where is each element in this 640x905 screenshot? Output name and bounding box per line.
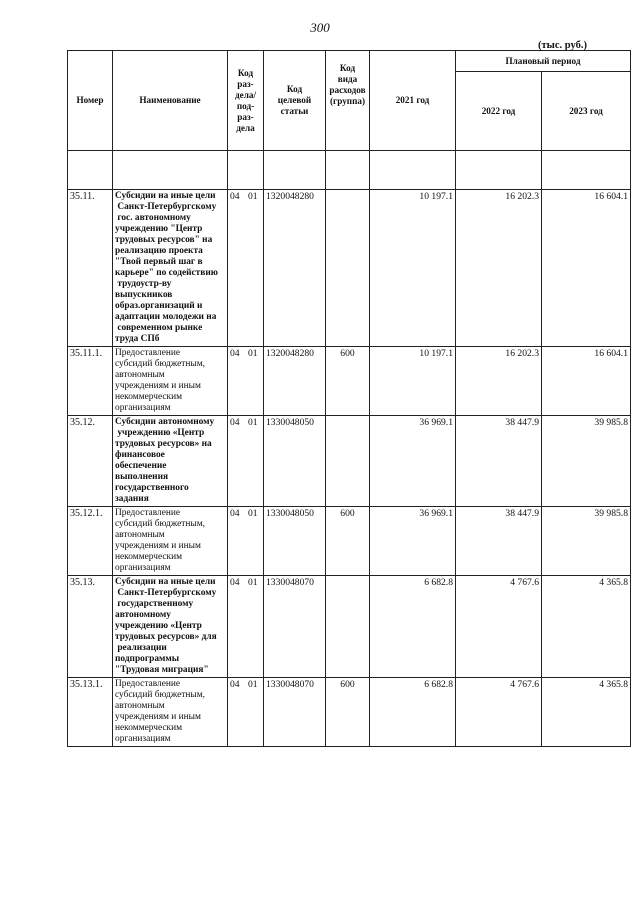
row-value-2022: 4 767.6 — [456, 678, 542, 747]
row-target-code: 1330048050 — [264, 507, 326, 576]
row-name-line: Субсидии на иные цели — [115, 577, 216, 587]
page-number: 300 — [310, 20, 330, 35]
table-row — [68, 416, 631, 507]
row-name-line: автономным — [115, 370, 165, 380]
row-expense-code — [326, 190, 370, 347]
row-target-code: 1320048280 — [264, 190, 326, 347]
row-name-line: субсидий бюджетным, — [115, 690, 205, 700]
row-name-line: Субсидии автономному — [115, 417, 215, 427]
row-section: 04 — [230, 191, 240, 202]
row-name-line: современном рынке — [115, 323, 203, 333]
row-section: 04 — [230, 508, 240, 519]
row-name — [113, 190, 228, 347]
row-name-line: трудовых ресурсов» на — [115, 439, 212, 449]
row-name — [113, 507, 228, 576]
row-name-line: Предоставление — [115, 508, 181, 518]
row-value-2021: 6 682.8 — [370, 678, 456, 747]
row-value-2023: 4 365.8 — [542, 576, 631, 678]
row-section-code — [228, 576, 264, 678]
row-name-line: государственному — [115, 599, 194, 609]
row-name-line: учреждению «Центр — [115, 428, 205, 438]
row-name-line: некоммерческим — [115, 552, 183, 562]
row-name-line: "Трудовая миграция" — [115, 665, 209, 675]
row-value-2023: 39 985.8 — [542, 507, 631, 576]
row-name-line: организациям — [115, 403, 171, 413]
row-name-line: карьере" по содействию — [115, 268, 218, 278]
row-value-2021: 36 969.1 — [370, 416, 456, 507]
row-name-line: выпускников — [115, 290, 173, 300]
row-number: 35.11.1. — [68, 347, 113, 416]
row-value-2021: 10 197.1 — [370, 347, 456, 416]
table-row — [68, 190, 631, 347]
row-number: 35.13. — [68, 576, 113, 678]
row-value-2023: 16 604.1 — [542, 347, 631, 416]
row-name-line: организациям — [115, 734, 171, 744]
row-number: 35.12.1. — [68, 507, 113, 576]
row-name-line: трудовых ресурсов" на — [115, 235, 213, 245]
table-row — [68, 678, 631, 747]
row-value-2021: 36 969.1 — [370, 507, 456, 576]
row-name-line: реализацию проекта — [115, 246, 203, 256]
row-name-line: некоммерческим — [115, 392, 183, 402]
row-name-line: задания — [115, 494, 149, 504]
row-name-line: финансовое — [115, 450, 165, 460]
row-name-line: государственного — [115, 483, 189, 493]
units-label: (тыс. руб.) — [538, 40, 587, 51]
header-name: Наименование — [113, 51, 228, 151]
row-expense-code: 600 — [326, 678, 370, 747]
row-name-line: труда СПб — [115, 334, 160, 344]
row-value-2023: 4 365.8 — [542, 678, 631, 747]
row-section-code — [228, 190, 264, 347]
row-value-2023: 39 985.8 — [542, 416, 631, 507]
row-name-line: субсидий бюджетным, — [115, 519, 205, 529]
row-name — [113, 416, 228, 507]
row-subsection: 01 — [248, 191, 258, 202]
row-section: 04 — [230, 577, 240, 588]
row-name-line: образ.организаций и — [115, 301, 203, 311]
row-name-line: учреждению "Центр — [115, 224, 203, 234]
row-expense-code — [326, 576, 370, 678]
row-subsection: 01 — [248, 348, 258, 359]
row-name-line: автономному — [115, 610, 171, 620]
row-number: 35.13.1. — [68, 678, 113, 747]
row-target-code: 1320048280 — [264, 347, 326, 416]
row-subsection: 01 — [248, 417, 258, 428]
row-value-2021: 6 682.8 — [370, 576, 456, 678]
row-name-line: учреждениям и иным — [115, 541, 201, 551]
row-name-line: обеспечение — [115, 461, 167, 471]
row-section-code — [228, 347, 264, 416]
header-number: Номер — [68, 51, 113, 151]
row-name-line: некоммерческим — [115, 723, 183, 733]
row-target-code: 1330048070 — [264, 678, 326, 747]
row-name-line: автономным — [115, 530, 165, 540]
row-number: 35.12. — [68, 416, 113, 507]
row-name-line: Предоставление — [115, 679, 181, 689]
row-name — [113, 678, 228, 747]
row-section: 04 — [230, 679, 240, 690]
row-subsection: 01 — [248, 679, 258, 690]
row-value-2022: 38 447.9 — [456, 416, 542, 507]
row-name-line: реализации — [115, 643, 167, 653]
row-name-line: адаптации молодежи на — [115, 312, 217, 322]
row-subsection: 01 — [248, 508, 258, 519]
header-2021: 2021 год — [370, 51, 456, 151]
header-target: Код целевой статьи — [264, 51, 326, 151]
row-section-code — [228, 678, 264, 747]
row-name-line: Санкт-Петербургскому — [115, 588, 217, 598]
row-name-line: учреждению «Центр — [115, 621, 202, 631]
row-name-line: организациям — [115, 563, 171, 573]
row-name — [113, 347, 228, 416]
row-expense-code: 600 — [326, 507, 370, 576]
row-expense-code — [326, 416, 370, 507]
row-section-code — [228, 416, 264, 507]
row-name-line: трудоустр-ву — [115, 279, 172, 289]
row-name-line: трудовых ресурсов» для — [115, 632, 217, 642]
table-row — [68, 507, 631, 576]
header-2023: 2023 год — [542, 72, 631, 151]
header-2022: 2022 год — [456, 72, 542, 151]
row-target-code: 1330048070 — [264, 576, 326, 678]
row-section: 04 — [230, 417, 240, 428]
row-name-line: Санкт-Петербургскому — [115, 202, 217, 212]
row-value-2021: 10 197.1 — [370, 190, 456, 347]
row-value-2022: 16 202.3 — [456, 190, 542, 347]
row-target-code: 1330048050 — [264, 416, 326, 507]
row-name-line: учреждениям и иным — [115, 712, 201, 722]
header-expense: Код вида расходов (группа) — [326, 51, 370, 151]
row-section-code — [228, 507, 264, 576]
row-name-line: подпрограммы — [115, 654, 180, 664]
row-name-line: "Твой первый шаг в — [115, 257, 203, 267]
row-expense-code: 600 — [326, 347, 370, 416]
row-name-line: Предоставление — [115, 348, 181, 358]
row-name-line: учреждениям и иным — [115, 381, 201, 391]
table-row — [68, 347, 631, 416]
row-subsection: 01 — [248, 577, 258, 588]
row-name-line: субсидий бюджетным, — [115, 359, 205, 369]
row-value-2022: 16 202.3 — [456, 347, 542, 416]
header-plan-period: Плановый период — [456, 51, 631, 72]
row-section: 04 — [230, 348, 240, 359]
table-row — [68, 576, 631, 678]
row-name-line: Субсидии на иные цели — [115, 191, 216, 201]
row-name-line: автономным — [115, 701, 165, 711]
row-name-line: гос. автономному — [115, 213, 191, 223]
row-name-line: выполнения — [115, 472, 169, 482]
header-section: Код раз- дела/ под- раз- дела — [228, 51, 264, 151]
row-value-2023: 16 604.1 — [542, 190, 631, 347]
row-number: 35.11. — [68, 190, 113, 347]
table-body — [68, 190, 631, 747]
row-name — [113, 576, 228, 678]
row-value-2022: 38 447.9 — [456, 507, 542, 576]
budget-table — [67, 50, 631, 747]
row-value-2022: 4 767.6 — [456, 576, 542, 678]
